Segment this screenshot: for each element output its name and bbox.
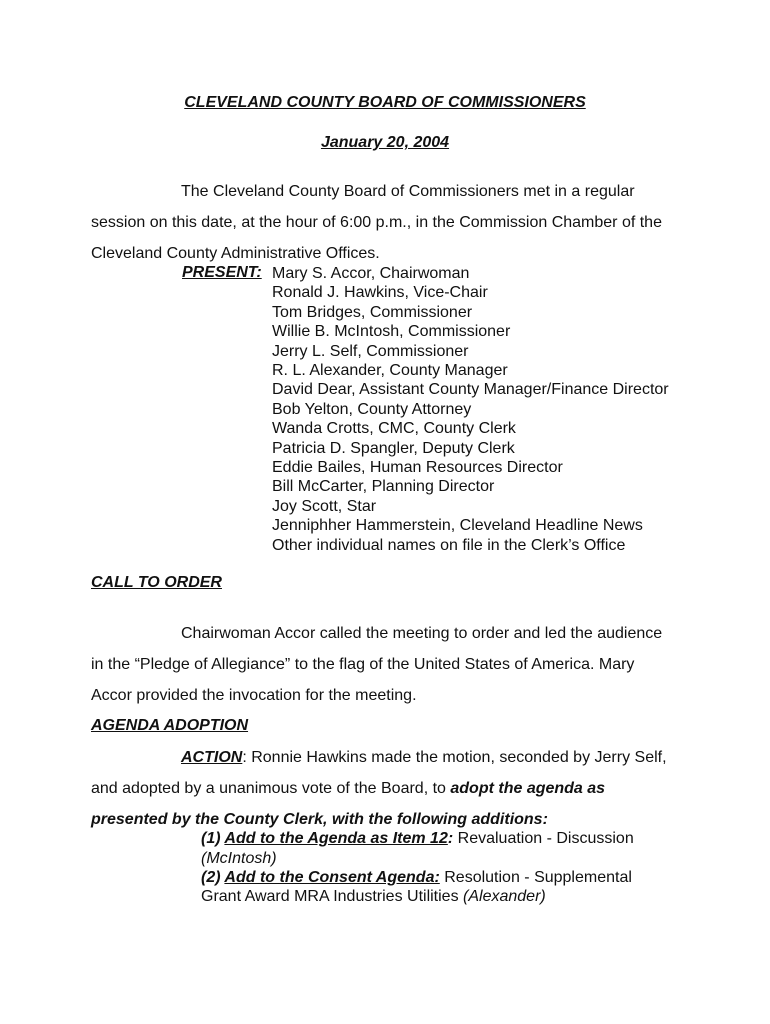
present-name: Joy Scott, Star (272, 497, 377, 515)
action-text-bold: adopt the agenda as (450, 780, 606, 797)
present-label: PRESENT: (182, 264, 262, 281)
item-2-continuation: Grant Award MRA Industries Utilities (201, 888, 464, 905)
item-2-note: (Alexander) (463, 888, 546, 905)
call-to-order-line-2: in the “Pledge of Allegiance” to the flag of the United States of America. Mary (91, 656, 635, 673)
item-1-text: Revaluation - Discussion (453, 830, 634, 847)
item-2-number: (2) (201, 869, 225, 886)
present-name: Tom Bridges, Commissioner (272, 303, 473, 321)
present-name: Jerry L. Self, Commissioner (272, 342, 469, 360)
addition-item-2 (201, 869, 632, 887)
intro-line-2: session on this date, at the hour of 6:00 p.m., in the Commission Chamber of the (91, 214, 662, 231)
present-name: Eddie Bailes, Human Resources Director (272, 459, 563, 477)
present-name: R. L. Alexander, County Manager (272, 362, 508, 380)
action-text-plain: and adopted by a unanimous vote of the Board, to (91, 780, 451, 797)
present-name: Jenniphher Hammerstein, Cleveland Headline News (272, 517, 643, 535)
present-name: Wanda Crotts, CMC, County Clerk (272, 420, 516, 438)
item-1-colon: : (447, 830, 454, 847)
action-line-3: presented by the County Clerk, with the following additions: (91, 811, 548, 828)
intro-line-3: Cleveland County Administrative Offices. (91, 245, 380, 262)
meeting-date: January 20, 2004 (320, 134, 450, 151)
call-to-order-heading: CALL TO ORDER (91, 574, 222, 591)
item-1-note: (McIntosh) (201, 850, 277, 867)
action-line-2 (91, 780, 605, 798)
present-name: Bob Yelton, County Attorney (272, 400, 472, 418)
present-name: Willie B. McIntosh, Commissioner (272, 323, 511, 341)
present-name: Other individual names on file in the Clerk’s Office (272, 536, 626, 554)
present-name: Ronald J. Hawkins, Vice-Chair (272, 284, 488, 302)
item-1-label: Add to the Agenda as Item 12 (224, 830, 448, 847)
action-text: : Ronnie Hawkins made the motion, seconded by Jerry Self, (242, 749, 667, 766)
agenda-adoption-heading: AGENDA ADOPTION (91, 717, 249, 734)
call-to-order-line-1: Chairwoman Accor called the meeting to order and led the audience (181, 625, 663, 642)
item-2-text: Resolution - Supplemental (439, 869, 632, 886)
present-list (272, 264, 669, 555)
present-name: Mary S. Accor, Chairwoman (272, 265, 470, 282)
intro-line-1: The Cleveland County Board of Commissioners met in a regular (181, 183, 635, 200)
item-2-label: Add to the Consent Agenda: (224, 869, 440, 886)
action-line-1 (181, 749, 667, 767)
present-name: Patricia D. Spangler, Deputy Clerk (272, 439, 515, 457)
action-label: ACTION (181, 749, 243, 766)
item-1-number: (1) (201, 830, 225, 847)
call-to-order-line-3: Accor provided the invocation for the meeting. (91, 687, 417, 704)
addition-item-1 (201, 830, 634, 848)
document-title: CLEVELAND COUNTY BOARD OF COMMISSIONERS (184, 94, 586, 111)
present-name: David Dear, Assistant County Manager/Finance Director (272, 381, 669, 399)
item-2-line-2 (201, 888, 546, 906)
present-name: Bill McCarter, Planning Director (272, 478, 495, 496)
